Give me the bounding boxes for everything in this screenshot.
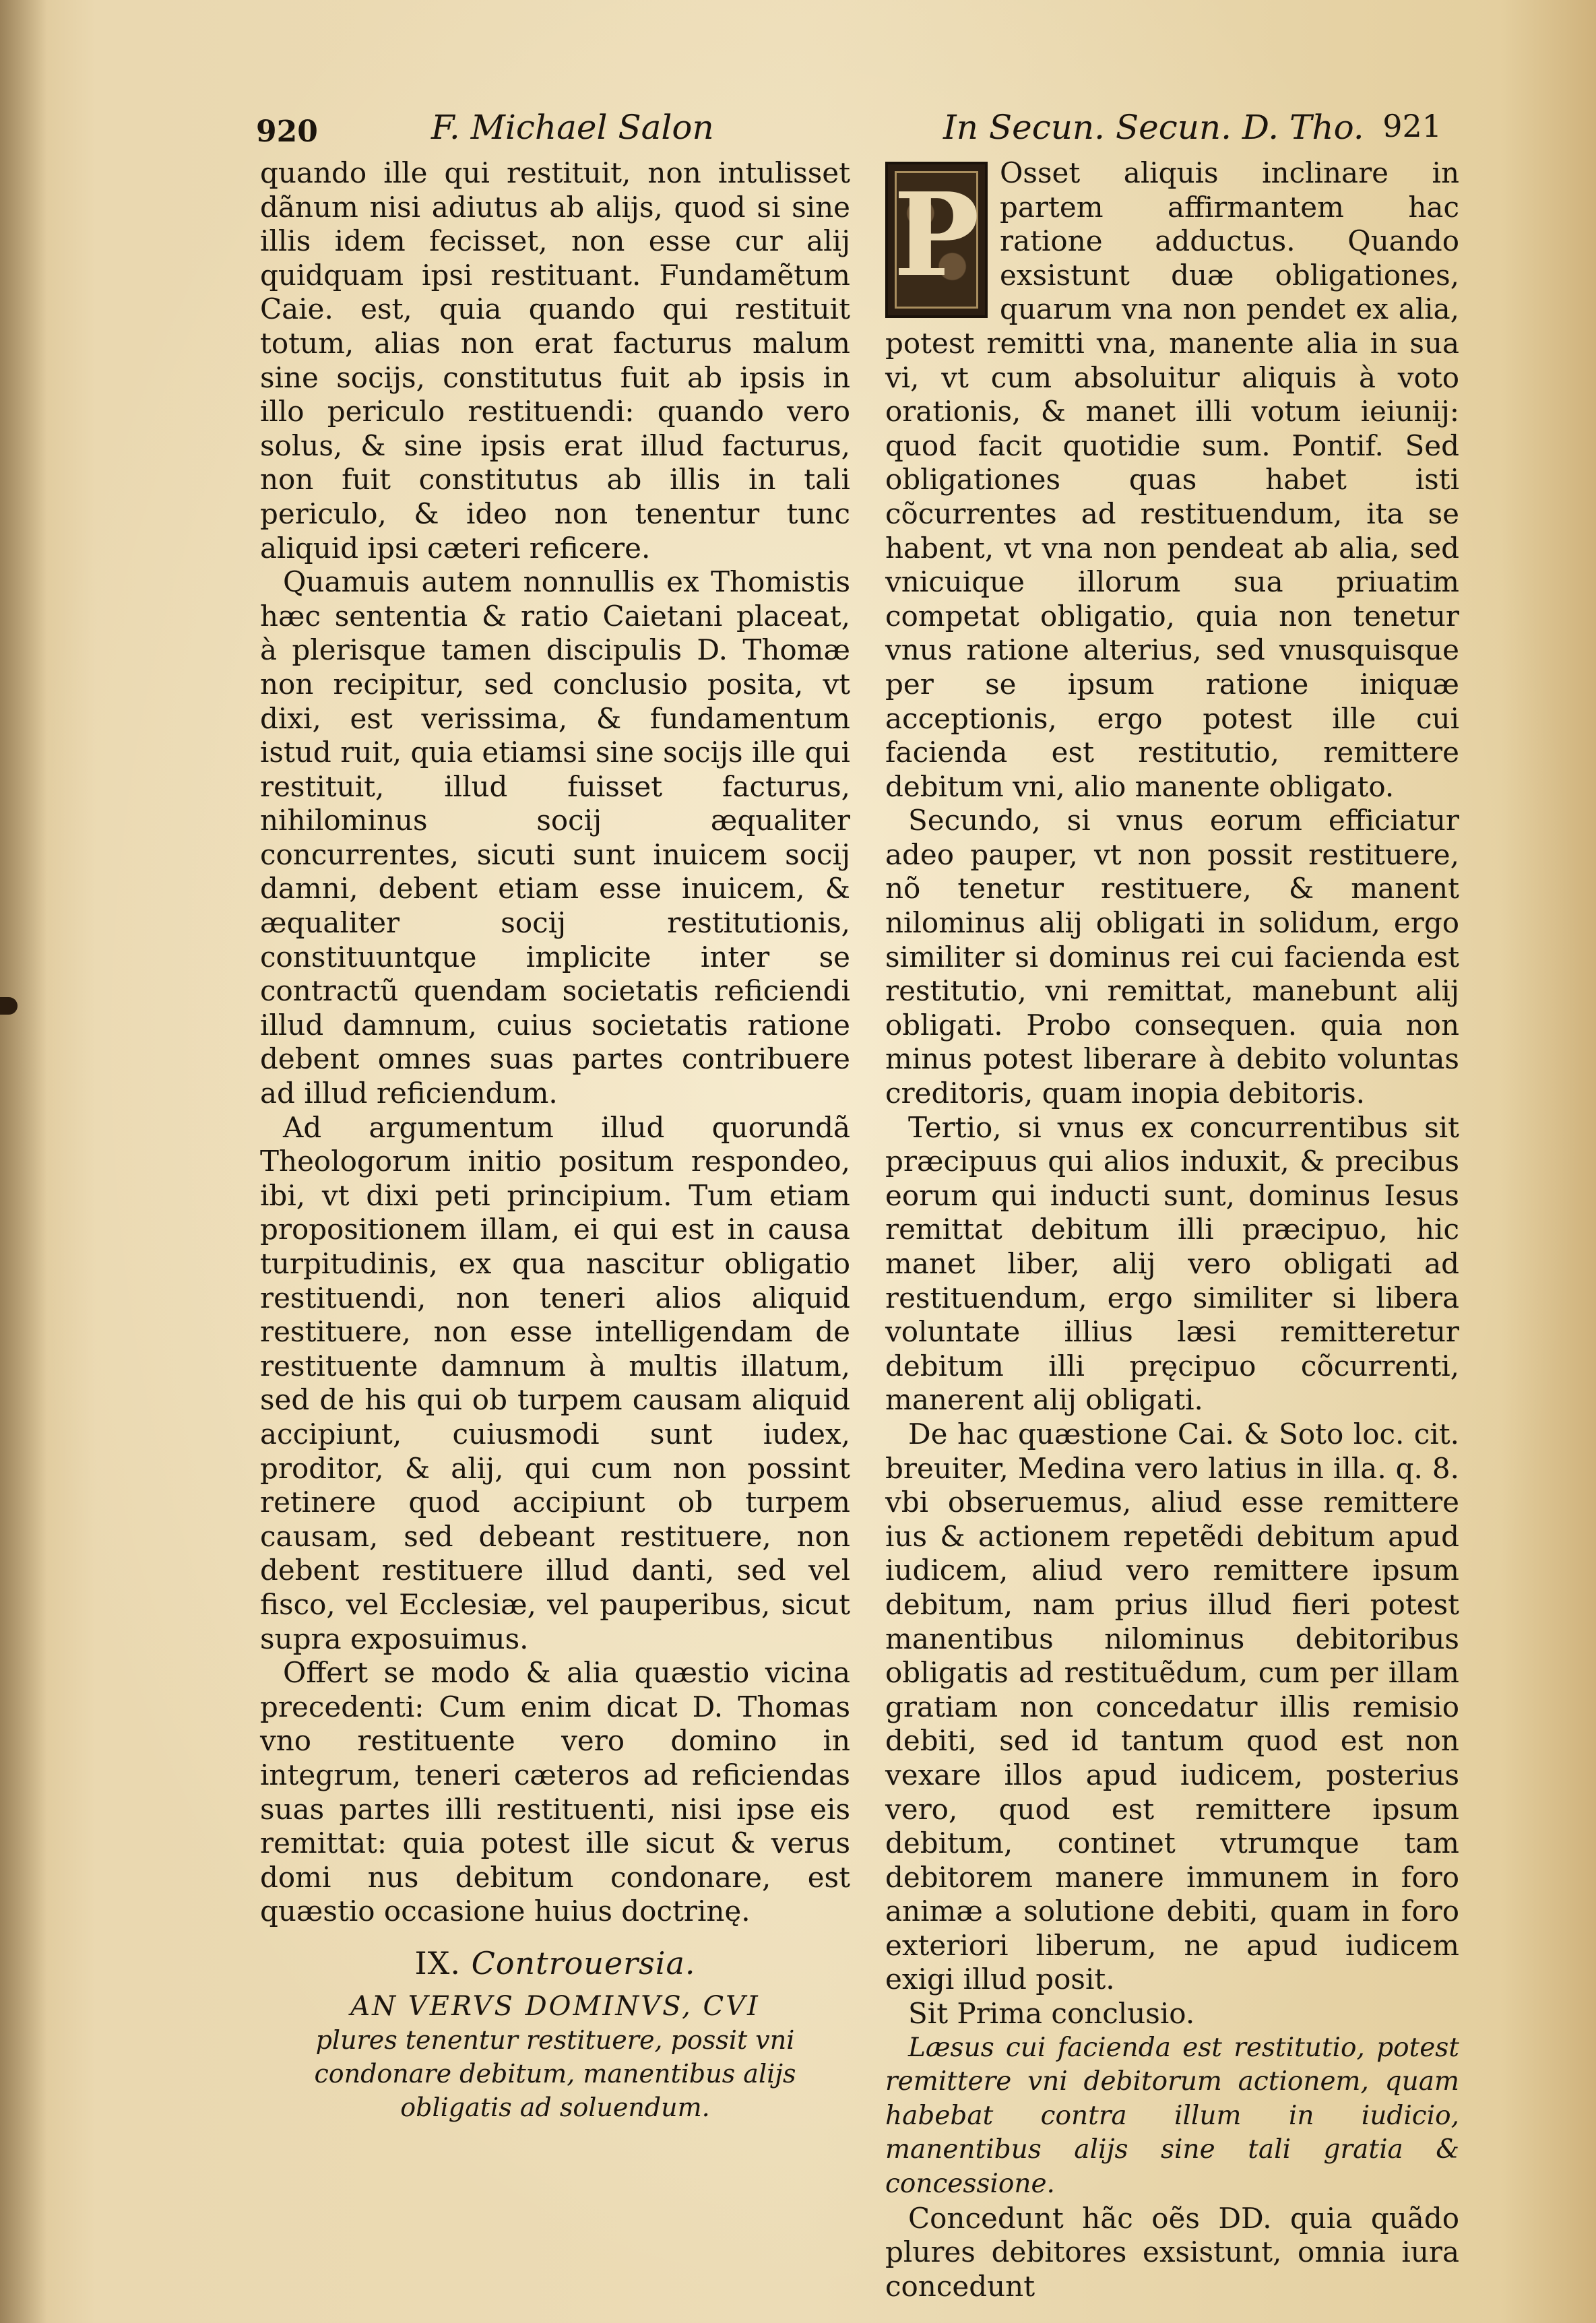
right-column [885, 156, 1459, 2303]
controversia-heading [260, 1946, 850, 1981]
right-paragraph-3: Tertio, si vnus ex concurrentibus sit præcipuus qui alios induxit, & precibus eorum qui inducti sunt, dominus Iesus remittat debitum illi præcipuo, hic manet liber, alij vero obligati ad restituendum, ergo similiter si libera voluntate illius læsi remitteretur debitum illi pręcipuo cõcurrenti, manerent alij obligati. [885, 1110, 1459, 1417]
question-line-2: plures tenentur restituere, possit vni condonare debitum, manentibus alijs obligatis ad soluendum. [314, 2025, 796, 2123]
left-paragraph-4: Offert se modo & alia quæstio vicina precedenti: Cum enim dicat D. Thomas vno restituente vero domino in integrum, teneri cæteros ad reficiendas suas partes illi restituenti, nisi ipse eis remittat: quia potest ille sicut & verus domi nus debitum condonare, est quæstio occasione huius doctrinę. [260, 1656, 850, 1928]
controversia-number: IX. [414, 1944, 461, 1981]
left-paragraph-1: quando ille qui restituit, non intulisset dãnum nisi adiutus ab alijs, quod si sine illis idem fecisset, non esse cur alij quidquam ipsi restituant. Fundamẽtum Caie. est, quia quando qui restituit totum, alias non erat facturus malum sine socijs, constitutus fuit ab ipsis in illo periculo restituendi: quando vero solus, & sine ipsis erat illud facturus, non fuit constitutus ab illis in tali periculo, & ideo non tenentur tunc aliquid ipsi cæteri reficere. [260, 156, 850, 565]
controversia-question [280, 1990, 830, 2124]
controversia-label: Controuersia. [471, 1944, 696, 1981]
page-number-right: 921 [1382, 108, 1442, 144]
running-header [256, 101, 1469, 155]
left-paragraph-3: Ad argumentum illud quorundã Theologorum initio positum respondeo, ibi, vt dixi peti principium. Tum etiam propositionem illam, ei qui est in causa turpitudinis, ex qua nascitur obligatio restituendi, non teneri alios aliquid restituere, non esse intelligendam de restituente damnum à multis illatum, sed de his qui ob turpem causam aliquid accipiunt, cuiusmodi sunt iudex, proditor, & alij, qui cum non possint retinere quod accipiunt ob turpem causam, sed debeant restituere, non debent restituere illud danti, sed vel fisco, vel Ecclesiæ, vel pauperibus, sicut supra exposuimus. [260, 1110, 850, 1655]
running-title-left: F. Michael Salon [431, 108, 714, 147]
left-paragraph-2: Quamuis autem nonnullis ex Thomistis hæc sententia & ratio Caietani placeat, à plerisque tamen discipulis D. Thomæ non recipitur, sed conclusio posita, vt dixi, est verissima, & fundamentum istud ruit, quia etiamsi sine socijs ille qui restituit, illud fuisset facturus, nihilominus socij æqualiter concurrentes, sicuti sunt inuicem socij damni, debent etiam esse inuicem, & æqualiter socij restitutionis, constituuntque implicite inter se contractũ quendam societatis reficiendi illud damnum, cuius societatis ratione debent omnes suas partes contribuere ad illud reficiendum. [260, 565, 850, 1110]
gutter-shadow [0, 0, 47, 2323]
left-column [260, 156, 850, 2124]
question-line-1: AN VERVS DOMINVS, CVI [350, 1991, 760, 2023]
right-paragraph-7: Concedunt hãc oẽs DD. quia quãdo plures debitores exsistunt, omnia iura concedunt [885, 2201, 1459, 2303]
conclusio-statement: Læsus cui facienda est restitutio, potest remittere vni debitorum actionem, quam habebat contra illum in iudicio, manentibus alijs sine tali gratia & concessione. [885, 2032, 1459, 2200]
conclusio-heading: Sit Prima conclusio. [908, 1997, 1195, 2031]
right-paragraph-2: Secundo, si vnus eorum efficiatur adeo pauper, vt non possit restituere, nõ tenetur restituere, & manent nilominus alij obligati in solidum, ergo similiter si dominus rei cui facienda est restitutio, vni remittat, manebunt alij obligati. Probo consequen. quia non minus potest liberare à debito voluntas creditoris, quam inopia debitoris. [885, 804, 1459, 1110]
right-paragraph-4: De hac quæstione Cai. & Soto loc. cit. breuiter, Medina vero latius in illa. q. 8. vbi obseruemus, aliud esse remittere ius & actionem repetẽdi debitum apud iudicem, aliud vero remittere ipsum debitum, nam prius illud fieri potest manentibus nilominus debitoribus obligatis ad restituẽdum, cum per illam gratiam non concedatur illis remisio debiti, sed id tantum quod est non vexare illos apud iudicem, posterius vero, quod est remittere ipsum debitum, continet vtrumque tam debitorem manere immunem in foro animæ a solutione debiti, quam in foro exteriori liberum, ne apud iudicem exigi illud posit. [885, 1417, 1459, 1996]
page-number-left: 920 [256, 115, 318, 149]
decorated-initial [885, 162, 988, 318]
running-title-right: In Secun. Secun. D. Tho. [943, 108, 1364, 147]
initial-letter: P [893, 168, 980, 303]
ink-spot [0, 997, 18, 1015]
right-paragraph-1: Osset aliquis inclinare in partem affirmantem hac ratione adductus. Quando exsistunt duæ obligationes, quarum vna non pendet ex alia, potest remitti vna, manente alia in sua vi, vt cum absoluitur aliquis à voto orationis, & manet illi votum ieiunij: quod facit quotidie sum. Pontif. Sed obligationes quas habet isti cõcurrentes ad restituendum, ita se habent, vt vna non pendeat ab alia, sed vnicuique illorum sua priuatim competat obligatio, quia non tenetur vnus ratione alterius, sed vnusquisque per se ipsum ratione iniquæ acceptionis, ergo potest ille cui facienda est restitutio, remittere debitum vni, alio manente obligato. [885, 156, 1459, 803]
